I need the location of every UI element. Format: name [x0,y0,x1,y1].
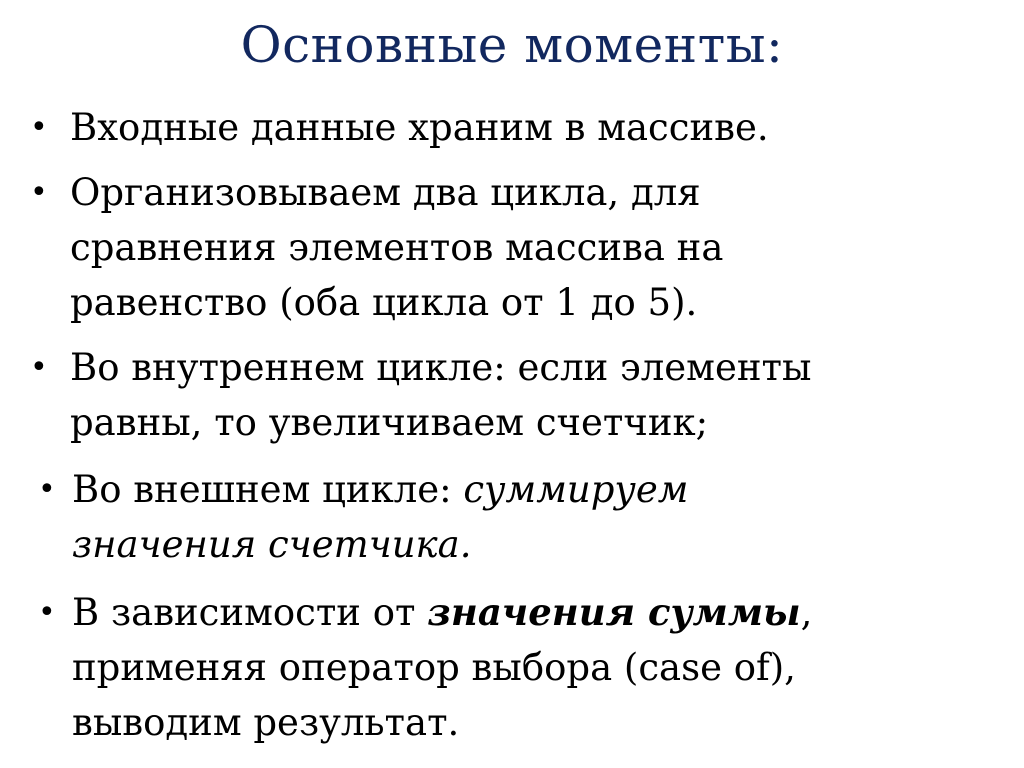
bullet-line [72,585,972,640]
bullet-line: применяя оператор выбора (case of), [72,646,796,689]
bullet-italic-text: суммируем [463,468,689,511]
bullet-marker: • [30,350,48,385]
bullet-text [72,585,972,750]
bullet-text [72,462,972,572]
bullet-marker: • [38,595,56,630]
slide-title: Основные моменты: [240,16,784,74]
bullet-line: выводим результат. [72,701,460,744]
bullet-marker: • [30,110,48,145]
bullet-line: Входные данные храним в массиве. [70,106,769,149]
bullet-line: Во внутреннем цикле: если элементы [70,346,812,389]
bullet-line [72,517,972,572]
bullet-line: равенство (оба цикла от 1 до 5). [70,281,698,324]
bullet-line: сравнения элементов массива на [70,226,724,269]
bullet-line: равны, то увеличиваем счетчик; [70,401,709,444]
bullet-line: Организовываем два цикла, для [70,171,701,214]
bullet-marker: • [38,472,56,507]
bullet-marker: • [30,175,48,210]
bullet-text [70,340,970,450]
bullet-line [72,462,972,517]
bullet-text [70,165,970,330]
bullet-plain-text: Во внешнем цикле: [72,468,464,511]
bullet-punctuation: , [800,591,813,634]
bullet-text [70,100,970,155]
bullet-plain-text: В зависимости от [72,591,428,634]
bullet-emphasis-text: значения суммы [427,590,801,634]
bullet-italic-text: значения счетчика. [72,523,472,566]
